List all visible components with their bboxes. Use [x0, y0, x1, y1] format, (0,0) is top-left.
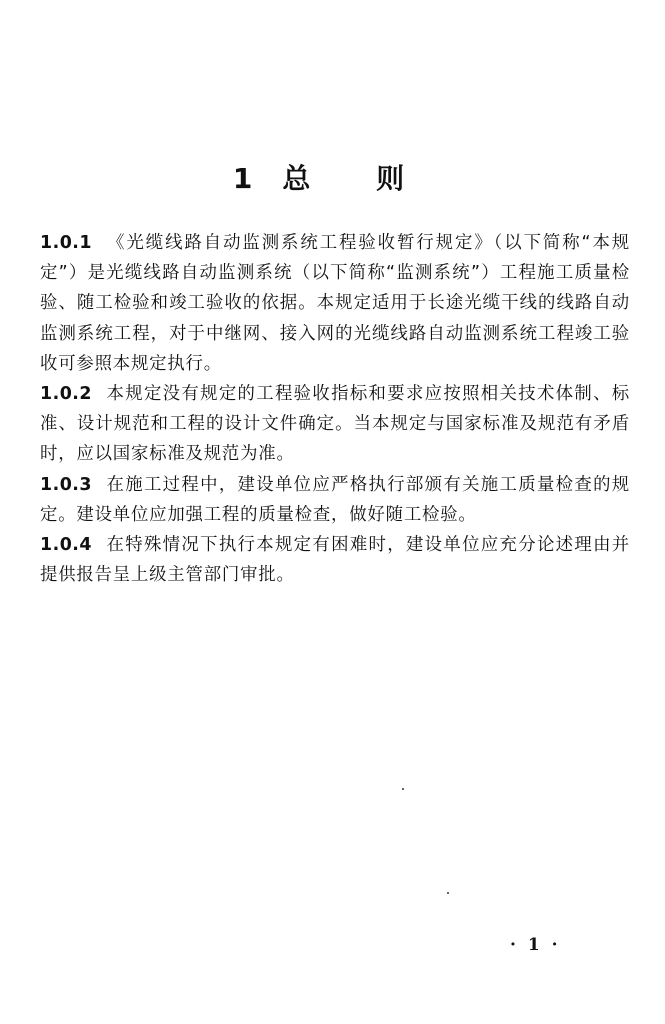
clause-number: 1.0.2 — [40, 384, 93, 405]
clause-number: 1.0.3 — [40, 474, 93, 495]
chapter-title: 总 则 — [282, 161, 433, 195]
clause-text: 在施工过程中，建设单位应严格执行部颁有关施工质量检查的规定。建设单位应加强工程的质量检查，做好随工检验。 — [40, 474, 630, 525]
clause-text: 在特殊情况下执行本规定有困难时，建设单位应充分论述理由并提供报告呈上级主管部门审批。 — [40, 535, 630, 586]
chapter-body — [40, 228, 630, 590]
chapter-heading — [0, 157, 665, 197]
clause-text: 本规定没有规定的工程验收指标和要求应按照相关技术体制、标准、设计规范和工程的设计文件确定。当本规定与国家标准及规范有矛盾时，应以国家标准及规范为准。 — [40, 384, 630, 465]
scan-speck — [447, 892, 449, 894]
page-number: · 1 · — [510, 935, 561, 955]
scan-speck — [402, 788, 404, 790]
clause-1-0-4 — [40, 530, 630, 590]
clause-text: 《光缆线路自动监测系统工程验收暂行规定》（以下简称“本规定”）是光缆线路自动监测系统（以下简称“监测系统”）工程施工质量检验、随工检验和竣工验收的依据。本规定适用于长途光缆干线的线路自动监测系统工程，对于中继网、接入网的光缆线路自动监测系统工程竣工验收可参照本规定执行。 — [40, 233, 630, 374]
chapter-number: 1 — [232, 161, 255, 195]
clause-1-0-1 — [40, 228, 630, 379]
clause-1-0-2 — [40, 379, 630, 470]
clause-number: 1.0.4 — [40, 535, 93, 556]
clause-1-0-3 — [40, 470, 630, 530]
clause-number: 1.0.1 — [40, 233, 93, 253]
